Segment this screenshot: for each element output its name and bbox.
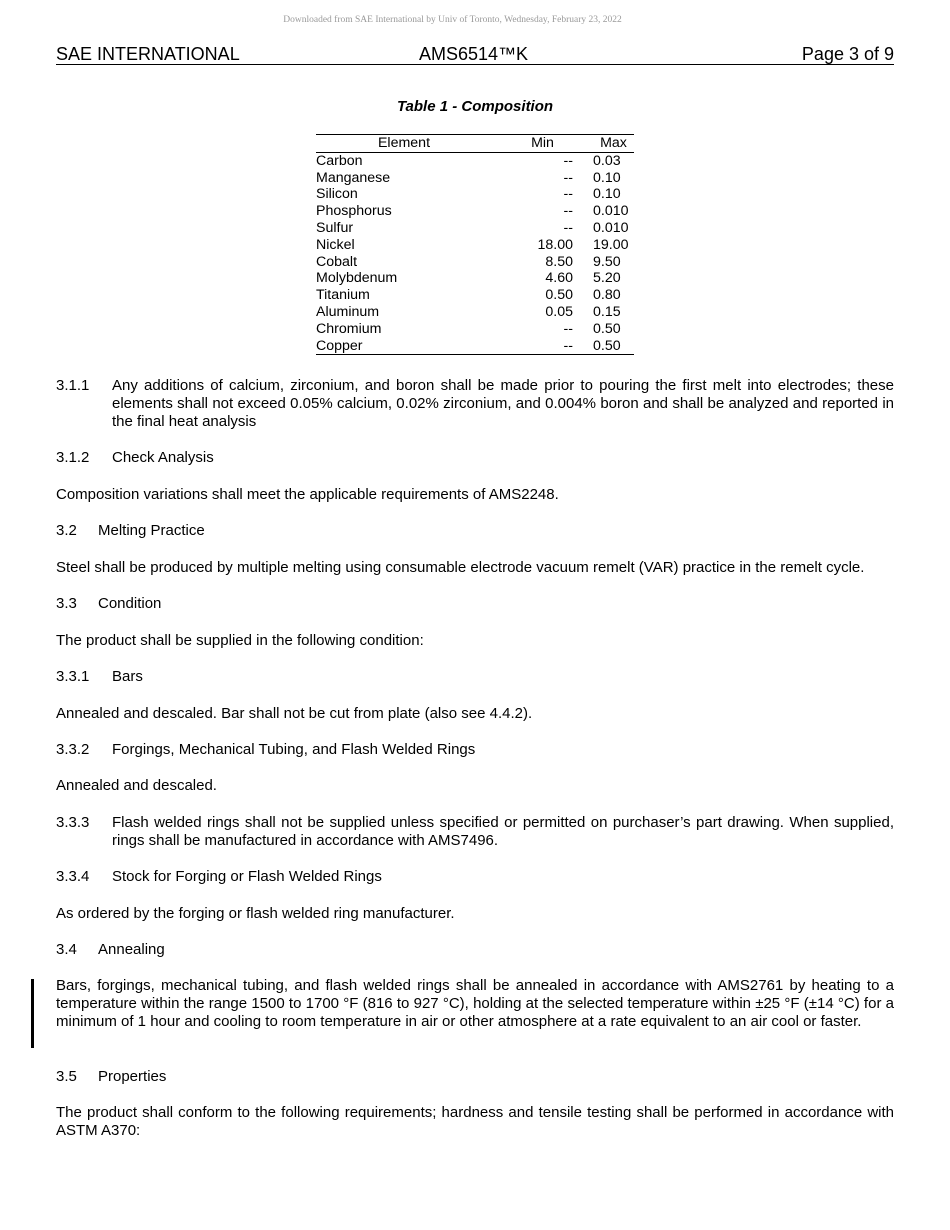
table-row	[316, 254, 634, 271]
table-row	[316, 287, 634, 304]
table-row	[316, 186, 634, 203]
min-cell: --	[563, 219, 573, 236]
column-header-max: Max	[600, 135, 627, 151]
section-number-3-3-1: 3.3.1	[56, 668, 90, 685]
table-row	[316, 237, 634, 254]
max-cell: 5.20	[593, 270, 621, 287]
max-cell: 0.010	[593, 203, 629, 220]
min-cell: --	[563, 186, 573, 203]
header-org: SAE INTERNATIONAL	[56, 44, 240, 64]
table-row	[316, 321, 634, 338]
section-number-3-3-4: 3.3.4	[56, 868, 90, 885]
element-cell: Carbon	[316, 152, 363, 169]
section-number-3-3: 3.3	[56, 595, 77, 612]
min-cell: 4.60	[545, 270, 573, 287]
section-body-3-5: The product shall conform to the following requirements; hardness and tensile testing shall be performed in accordance with ASTM A370:	[56, 1104, 894, 1139]
min-cell: --	[563, 337, 573, 354]
min-cell: 0.05	[545, 303, 573, 320]
header-doc-number: AMS6514™K	[419, 44, 529, 64]
section-number-3-1-1: 3.1.1	[56, 377, 90, 394]
max-cell: 0.15	[593, 303, 621, 320]
section-body-3-3: The product shall be supplied in the following condition:	[56, 632, 424, 649]
table-row	[316, 270, 634, 287]
table-row	[316, 338, 634, 355]
section-body-3-4: Bars, forgings, mechanical tubing, and flash welded rings shall be annealed in accordance with AMS2761 by heating to a temperature within the range 1500 to 1700 °F (816 to 927 °C), holding at the selected temperature within ±25 °F (±14 °C) for a minimum of 1 hour and cooling to room temperature in air or other atmosphere at a rate equivalent to an air cool or faster.	[56, 977, 894, 1030]
max-cell: 0.50	[593, 320, 621, 337]
section-number-3-2: 3.2	[56, 522, 77, 539]
element-cell: Chromium	[316, 320, 382, 337]
element-cell: Cobalt	[316, 253, 358, 270]
element-cell: Copper	[316, 337, 363, 354]
section-number-3-4: 3.4	[56, 941, 77, 958]
table-row	[316, 304, 634, 321]
min-cell: 0.50	[545, 287, 573, 304]
section-text-3-1-1: Any additions of calcium, zirconium, and boron shall be made prior to pouring the first melt into electrodes; these elements shall not exceed 0.05% calcium, 0.02% zirconium, and 0.004% boron and shall be analyzed and reported in the final heat analysis	[112, 377, 894, 430]
section-body-3-3-4: As ordered by the forging or flash welded ring manufacturer.	[56, 905, 455, 922]
element-cell: Phosphorus	[316, 203, 392, 220]
max-cell: 0.50	[593, 337, 621, 354]
element-cell: Molybdenum	[316, 270, 398, 287]
min-cell: --	[563, 169, 573, 186]
table-row	[316, 170, 634, 187]
section-heading-3-5: Properties	[98, 1068, 167, 1085]
max-cell: 9.50	[593, 253, 621, 270]
download-watermark: Downloaded from SAE International by Univ of Toronto, Wednesday, February 23, 2022	[283, 15, 622, 25]
max-cell: 0.03	[593, 152, 621, 169]
section-heading-3-3-4: Stock for Forging or Flash Welded Rings	[112, 868, 382, 885]
section-heading-3-4: Annealing	[98, 941, 165, 958]
section-body-3-3-1: Annealed and descaled. Bar shall not be cut from plate (also see 4.4.2).	[56, 705, 533, 722]
max-cell: 0.80	[593, 287, 621, 304]
revision-change-bar	[31, 979, 34, 1048]
max-cell: 0.10	[593, 169, 621, 186]
header-page-number: Page 3 of 9	[801, 44, 894, 64]
min-cell: 18.00	[537, 236, 573, 253]
composition-table	[316, 134, 634, 355]
section-number-3-5: 3.5	[56, 1068, 77, 1085]
element-cell: Sulfur	[316, 219, 354, 236]
min-cell: --	[563, 203, 573, 220]
max-cell: 0.010	[593, 219, 629, 236]
table-row	[316, 152, 634, 169]
section-number-3-1-2: 3.1.2	[56, 449, 90, 466]
column-header-element: Element	[377, 135, 431, 151]
section-heading-3-2: Melting Practice	[98, 522, 205, 539]
element-cell: Titanium	[316, 287, 370, 304]
section-heading-3-1-2: Check Analysis	[112, 449, 214, 466]
column-header-min: Min	[531, 135, 554, 151]
section-body-3-3-2: Annealed and descaled.	[56, 777, 217, 794]
table-row	[316, 220, 634, 237]
min-cell: --	[563, 152, 573, 169]
section-number-3-3-3: 3.3.3	[56, 814, 90, 831]
section-heading-3-3-2: Forgings, Mechanical Tubing, and Flash Welded Rings	[112, 741, 476, 758]
max-cell: 0.10	[593, 186, 621, 203]
min-cell: --	[563, 320, 573, 337]
section-heading-3-3: Condition	[98, 595, 162, 612]
table-title: Table 1 - Composition	[396, 98, 554, 115]
table-header-row	[316, 135, 634, 153]
section-heading-3-3-1: Bars	[112, 668, 143, 685]
element-cell: Nickel	[316, 236, 355, 253]
section-text-3-3-3: Flash welded rings shall not be supplied unless specified or permitted on purchaser’s part drawing. When supplied, rings shall be manufactured in accordance with AMS7496.	[112, 814, 894, 849]
element-cell: Manganese	[316, 169, 391, 186]
table-row	[316, 203, 634, 220]
page-header	[56, 44, 894, 65]
element-cell: Aluminum	[316, 303, 380, 320]
section-body-3-1-2: Composition variations shall meet the applicable requirements of AMS2248.	[56, 486, 559, 503]
section-number-3-3-2: 3.3.2	[56, 741, 90, 758]
min-cell: 8.50	[545, 253, 573, 270]
element-cell: Silicon	[316, 186, 358, 203]
section-body-3-2: Steel shall be produced by multiple melting using consumable electrode vacuum remelt (VAR) practice in the remelt cycle.	[56, 559, 865, 576]
max-cell: 19.00	[593, 236, 629, 253]
